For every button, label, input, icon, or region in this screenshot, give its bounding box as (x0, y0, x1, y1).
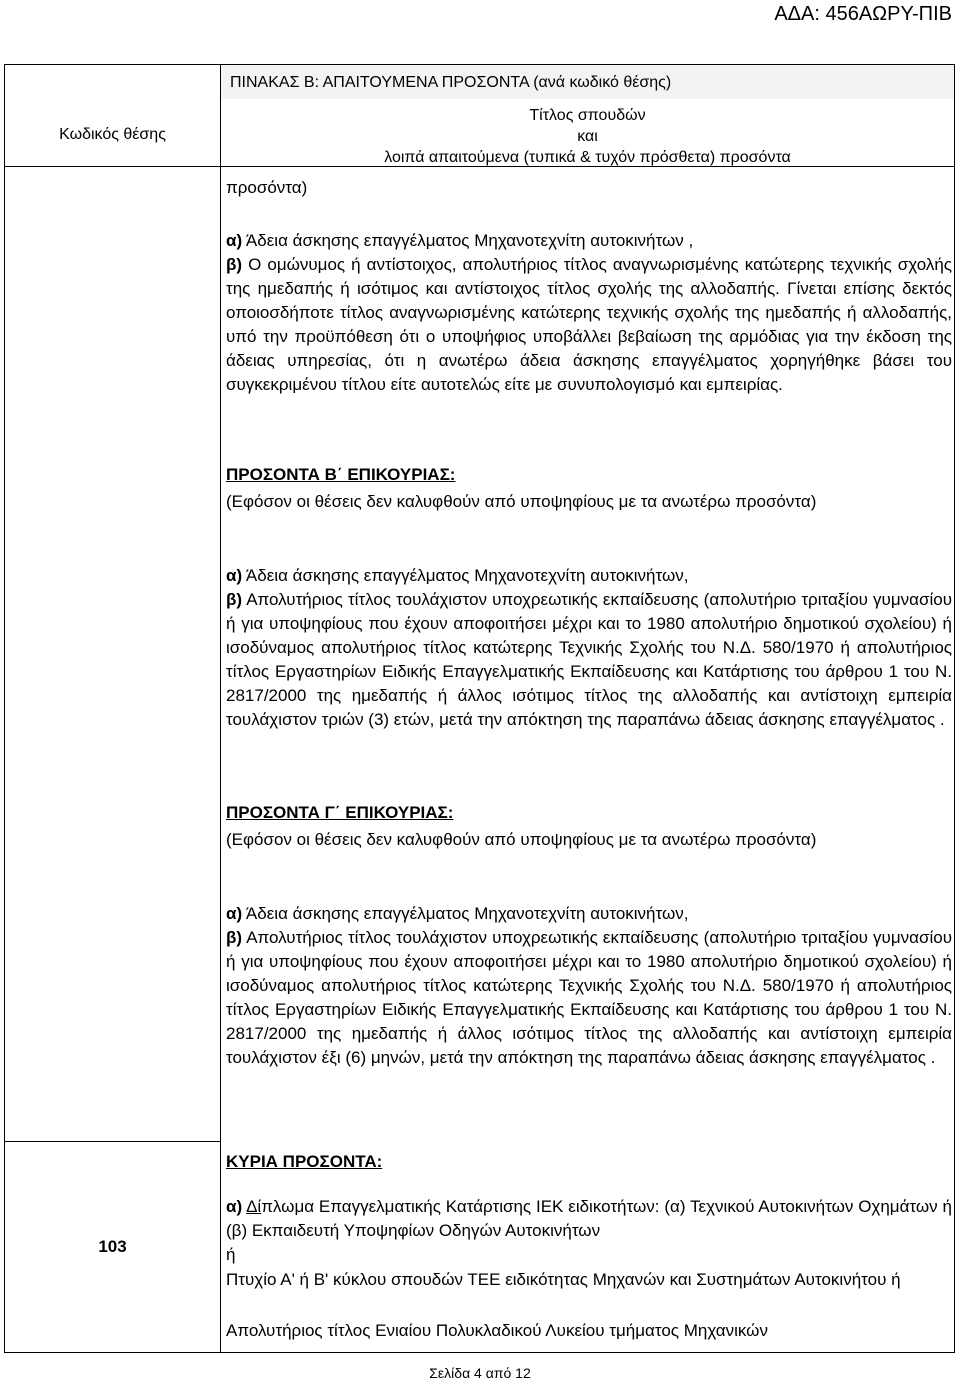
block2-condition: (Εφόσον οι θέσεις δεν καλυφθούν από υποψηφίους με τα ανωτέρω προσόντα) (226, 492, 817, 511)
block1-a: α) Άδεια άσκησης επαγγέλματος Μηχανοτεχνίτη αυτοκινήτων , (226, 231, 694, 250)
page-number: Σελίδα 4 από 12 (429, 1365, 531, 1381)
block2-b: β) Απολυτήριος τίτλος τουλάχιστον υποχρεωτικής εκπαίδευσης (απολυτήριο τριταξίου γυμνασίου ή για υποψηφίους που έχουν αποφοιτήσει μέχρι και το 1980 απολυτήριο δημοτικού σχολείου) ή ισοδύναμος απολυτήριος τίτλος κατώτερης Τεχνικής Σχολής του Ν.Δ. 580/1970 ή απολυτήριος τίτλος Εργαστηρίων Ειδικής Επαγγελματικής Εκπαίδευσης και Κατάρτισης του άρθρου 1 του Ν. 2817/2000 της ημεδαπής ή άλλος ισότιμος τίτλος της αλλοδαπής και αντίστοιχη εμπειρία τουλάχιστον τριών (3) ετών, μετά την απόκτηση της παραπάνω άδειας άσκησης επαγγέλματος . (226, 590, 952, 729)
main-qualifications-heading: ΚΥΡΙΑ ΠΡΟΣΟΝΤΑ: (226, 1152, 383, 1171)
main-qualification-line2: Πτυχίο Α' ή Β' κύκλου σπουδών ΤΕΕ ειδικότητας Μηχανών και Συστημάτων Αυτοκινήτου ή (226, 1270, 901, 1289)
block1-b: β) Ο ομώνυμος ή αντίστοιχος, απολυτήριος τίτλος αναγνωρισμένης κατώτερης τεχνικής σχολής της ημεδαπής ή ισότιμος και αντίστοιχος τίτλος σχολής της αλλοδαπής. Γίνεται επίσης δεκτός οποιοσδήποτε τίτλος αναγνωρισμένης κατώτερης τεχνικής σχολής της ημεδαπής ή αλλοδαπής, υπό την προϋπόθεση ότι ο υποψήφιος υποβάλλει βεβαίωση της αρμόδιας για την έκδοση της άδειας υπηρεσίας, ότι η ανωτέρω άδεια άσκησης επαγγέλματος χορηγήθηκε βάσει του συγκεκριμένου τίτλου είτε αυτοτελώς είτε με συνυπολογισμό και εμπειρίας. (226, 255, 952, 394)
table-title: ΠΙΝΑΚΑΣ Β: ΑΠΑΙΤΟΥΜΕΝΑ ΠΡΟΣΟΝΤΑ (ανά κωδικό θέσης) (230, 74, 672, 91)
column-header-code: Κωδικός θέσης (59, 126, 166, 143)
ada-code: ΑΔΑ: 456ΑΩΡΥ-ΠΙΒ (774, 3, 952, 25)
block2-a: α) Άδεια άσκησης επαγγέλματος Μηχανοτεχνίτη αυτοκινήτων, (226, 566, 689, 585)
position-code-103: 103 (98, 1237, 127, 1256)
continued-fragment: προσόντα) (226, 178, 308, 197)
requirements-table (4, 64, 955, 1353)
block3-a: α) Άδεια άσκησης επαγγέλματος Μηχανοτεχνίτη αυτοκινήτων, (226, 904, 689, 923)
or-connector-1: ή (226, 1245, 236, 1264)
block2-heading: ΠΡΟΣΟΝΤΑ Β΄ ΕΠΙΚΟΥΡΙΑΣ: (226, 465, 456, 484)
main-qualification-a: α) Δίπλωμα Επαγγελματικής Κατάρτισης ΙΕΚ ειδικοτήτων: (α) Τεχνικού Αυτοκινήτων Οχημάτων ή (β) Εκπαιδευτή Υποψηφίων Οδηγών Αυτοκινήτων (226, 1197, 952, 1240)
block3-condition: (Εφόσον οι θέσεις δεν καλυφθούν από υποψηφίους με τα ανωτέρω προσόντα) (226, 830, 817, 849)
column-divider (220, 65, 221, 1352)
row-divider (5, 1141, 220, 1142)
main-qualification-line3: Απολυτήριος τίτλος Ενιαίου Πολυκλαδικού Λυκείου τμήματος Μηχανικών (226, 1321, 768, 1340)
block3-b: β) Απολυτήριος τίτλος τουλάχιστον υποχρεωτικής εκπαίδευσης (απολυτήριο τριταξίου γυμνασίου ή για υποψηφίους που έχουν αποφοιτήσει μέχρι και το 1980 απολυτήριο δημοτικού σχολείου) ή ισοδύναμος απολυτήριος τίτλος κατώτερης Τεχνικής Σχολής του Ν.Δ. 580/1970 ή απολυτήριος τίτλος Εργαστηρίων Ειδικής Επαγγελματικής Εκπαίδευσης και Κατάρτισης του άρθρου 1 του Ν. 2817/2000 της ημεδαπής ή άλλος ισότιμος τίτλος της αλλοδαπής και αντίστοιχη εμπειρία τουλάχιστον έξι (6) μηνών, μετά την απόκτηση της παραπάνω άδειας άσκησης επαγγέλματος . (226, 928, 952, 1067)
block3-heading: ΠΡΟΣΟΝΤΑ Γ΄ ΕΠΙΚΟΥΡΙΑΣ: (226, 803, 454, 822)
column-header-title: Τίτλος σπουδών και λοιπά απαιτούμενα (τυπικά & τυχόν πρόσθετα) προσόντα (384, 107, 791, 166)
